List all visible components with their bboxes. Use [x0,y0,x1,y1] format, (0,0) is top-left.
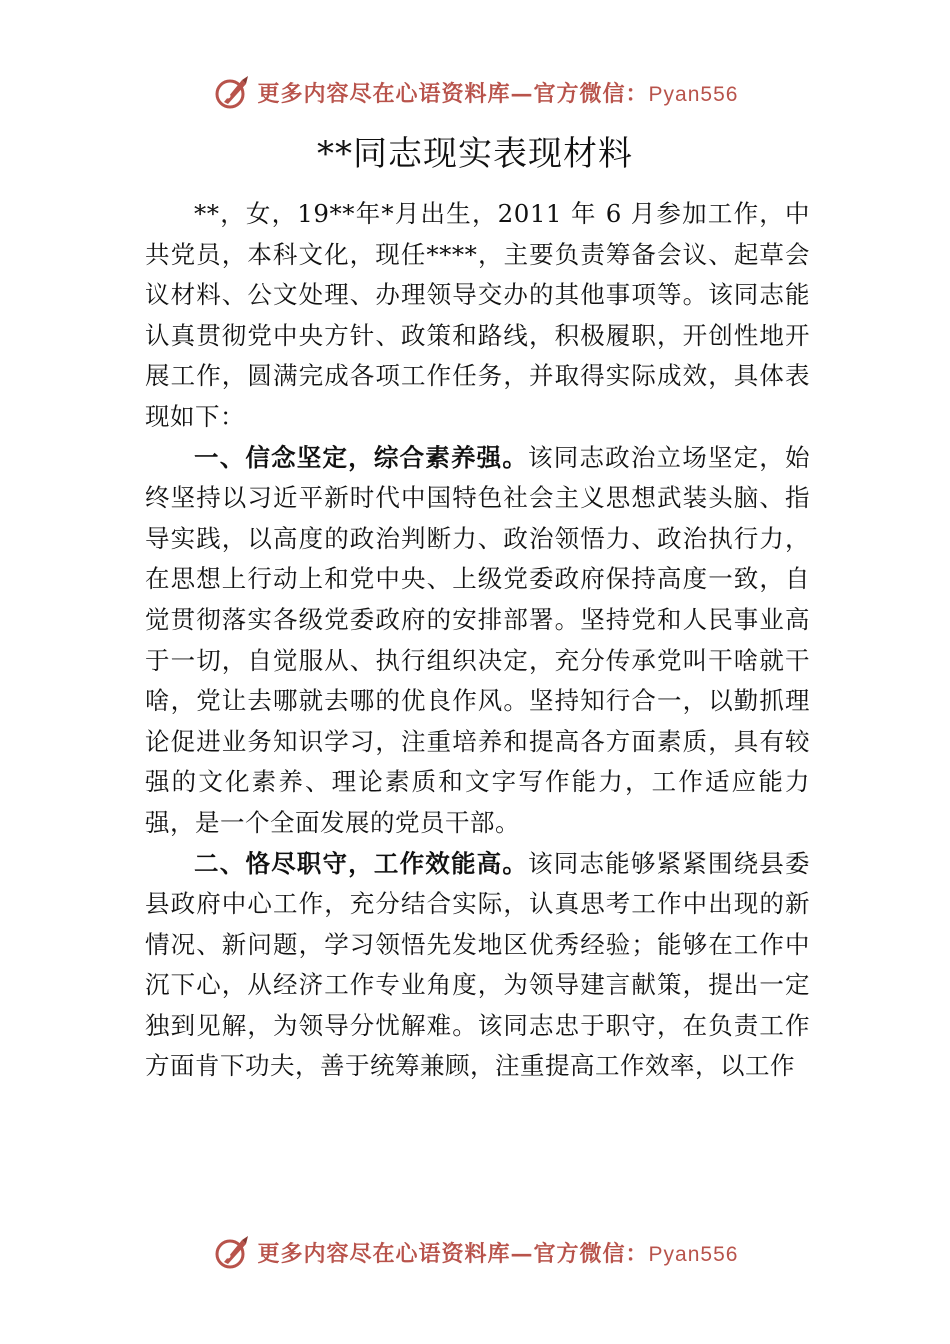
section-2-heading: 二、恪尽职守，工作效能高。 [194,848,529,878]
watermark-banner-top [0,70,950,114]
section-2-paragraph [145,844,810,1088]
section-2-body: 该同志能够紧紧围绕县委县政府中心工作，充分结合实际，认真思考工作中出现的新情况、新问题，学习领悟先发地区优秀经验；能够在工作中沉下心，从经济工作专业角度，为领导建言献策，提出一定 独到见解，为领导分忧解难。该同志忠于职守，在负责工作方面肯下功夫，善于统筹兼顾，注重提高工作效率，以工作 [145,848,811,1081]
watermark-wechat-id: Pyan556 [648,1242,739,1266]
intro-paragraph: **，女，19**年*月出生，2011 年 6 月参加工作，中共党员，本科文化，现任****，主要负责筹备会议、起草会议材料、公文处理、办理领导交办的其他事项等。该同志能认真贯彻党中央方针、政策和路线，积极履职，开创性地开展工作，圆满完成各项工作任务，并取得实际成效，具体表现如下： [145,199,810,431]
document-title: **同志现实表现材料 [317,134,633,174]
watermark-banner-bottom [0,1230,950,1274]
watermark-text: 更多内容尽在心语资料库—官方微信：Pyan556 [257,1240,739,1267]
pen-nib-logo-icon [212,72,252,112]
section-1-paragraph [145,438,810,844]
pen-nib-logo-icon [212,1232,252,1272]
document-body [145,194,810,1087]
watermark-wechat-id: Pyan556 [648,82,739,106]
watermark-text: 更多内容尽在心语资料库—官方微信：Pyan556 [257,80,739,107]
section-1-body: 该同志政治立场坚定，始终坚持以习近平新时代中国特色社会主义思想武装头脑、指导实践，以高度的政治判断力、政治领悟力、政治执行力，在思想上行动上和党中央、上级党委政府保持高度一致，自觉贯彻落实各级党委政府的安排部署。坚持党和人民事业高于一切，自觉服从、执行组织决定，充分传承党叫干啥就干啥，党让去哪就去哪的优良作风。坚持知行合一，以勤抓理论促进业务知识学习，注重培养和提高各方面素质，具有较强的文化素养、理论素质和文字写作能力，工作适应能力强，是一个全面发展的党员干部。 [145,442,811,837]
section-1-heading: 一、信念坚定，综合素养强。 [194,442,529,472]
